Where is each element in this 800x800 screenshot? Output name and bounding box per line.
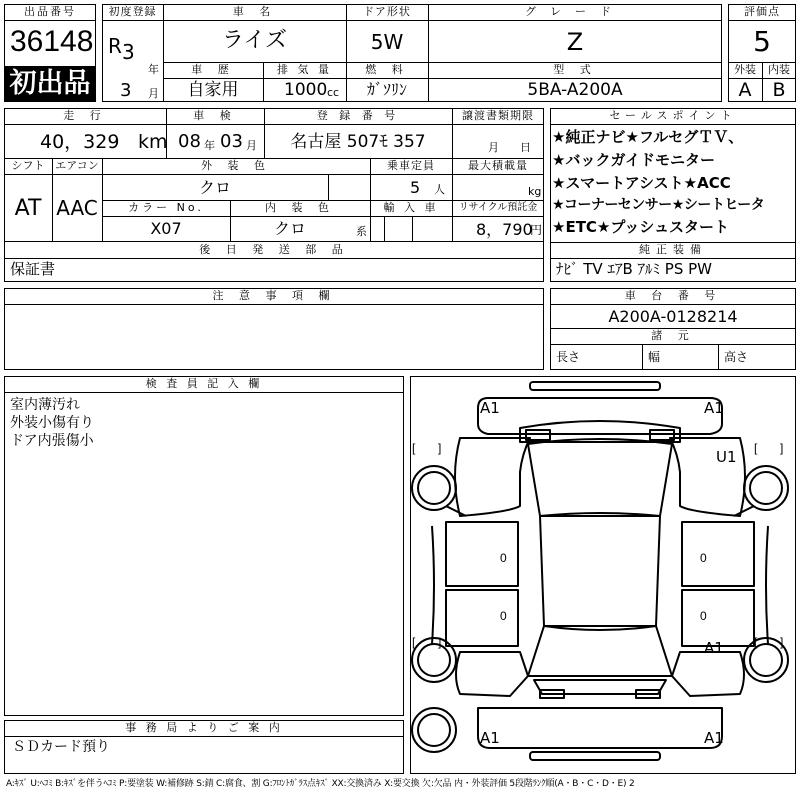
- selling-point-line: ★純正ナビ★フルセグＴＶ、: [552, 128, 744, 146]
- inspection-label: 車 検: [193, 109, 237, 122]
- exterior-grade-label: 外装: [734, 63, 756, 76]
- bracket-mark: ]: [780, 441, 784, 455]
- damage-mark-right-fender: U1: [716, 448, 737, 466]
- damage-mark-rear-right: A1: [704, 729, 724, 747]
- inspector-note: 室内薄汚れ: [10, 397, 80, 413]
- selling-points-label: セールスポイント: [609, 109, 737, 122]
- interior-grade: B: [772, 79, 786, 101]
- capacity: 5: [410, 178, 421, 197]
- bracket-mark: [: [412, 441, 416, 455]
- equipment: ﾅﾋﾞ TV ｴｱB ｱﾙﾐ PS PW: [556, 260, 712, 278]
- reg-year-unit: 年: [148, 63, 159, 76]
- transfer-day-unit: 日: [520, 141, 531, 154]
- interior-grade-label: 内装: [768, 63, 790, 76]
- selling-point-line: ★スマートアシスト★ACC: [552, 174, 731, 192]
- selling-point-line: ★ETC★プッシュスタート: [552, 218, 730, 236]
- model-code: 5BA-A200A: [527, 80, 623, 100]
- model-code-label: 型 式: [553, 63, 597, 76]
- inspector-note: ドア内張傷小: [10, 433, 94, 449]
- reg-month: 3: [120, 80, 132, 101]
- transfer-label: 譲渡書類期限: [462, 109, 534, 122]
- inspection-year-unit: 年: [204, 139, 215, 152]
- door-type-label: ドア形状: [363, 5, 411, 18]
- era-letter: R: [108, 34, 122, 58]
- equipment-label: 純正装備: [639, 243, 707, 256]
- displacement-unit: cc: [327, 86, 340, 99]
- bracket-mark: ]: [438, 635, 442, 649]
- door-handle-left: 0: [500, 609, 507, 623]
- office-label: 事 務 局 よ り ご 案 内: [125, 721, 283, 734]
- recycle-unit: 円: [530, 223, 543, 237]
- max-load-label: 最大積載量: [468, 159, 528, 172]
- max-load-unit: kg: [528, 185, 542, 198]
- mileage-unit: km: [138, 131, 168, 153]
- caution-label: 注 意 事 項 欄: [212, 289, 336, 302]
- reg-year: 3: [122, 40, 135, 64]
- inspection-month: 03: [220, 131, 243, 152]
- damage-mark-front-right: A1: [704, 399, 724, 417]
- int-color-label: 内 装 色: [265, 201, 335, 214]
- damage-mark-right-rear-door: A1: [704, 639, 724, 657]
- parts-later-label: 後 日 発 送 部 品: [199, 243, 349, 256]
- parts-later: 保証書: [10, 260, 56, 278]
- door-handle-left: 0: [500, 551, 507, 565]
- shift: AT: [14, 196, 42, 221]
- width-label: 幅: [648, 350, 661, 364]
- mileage-label: 走 行: [63, 109, 107, 122]
- inspector-label: 検 査 員 記 入 欄: [145, 377, 263, 390]
- plate-label: 登 録 番 号: [316, 109, 400, 122]
- length-label: 長さ: [556, 350, 581, 364]
- bracket-mark: ]: [438, 441, 442, 455]
- history-label: 車 歴: [191, 63, 235, 76]
- int-color-unit: 系: [356, 225, 367, 238]
- bracket-mark: [: [754, 635, 758, 649]
- inspection-year: 08: [178, 131, 201, 152]
- car-diagram: [410, 376, 796, 774]
- chassis-number: A200A-0128214: [608, 307, 738, 326]
- reg-month-unit: 月: [148, 87, 159, 100]
- plate: 名古屋 507ﾓ 357: [290, 132, 426, 152]
- capacity-label: 乗車定員: [387, 159, 435, 172]
- exterior-grade: A: [738, 79, 752, 101]
- import-label: 輸 入 車: [383, 201, 439, 214]
- car-name-label: 車 名: [232, 5, 277, 18]
- grade-label: グレード: [525, 5, 625, 18]
- fuel-label: 燃 料: [365, 63, 409, 76]
- door-type: 5W: [370, 30, 404, 54]
- color-no-label: カラー No.: [128, 201, 204, 214]
- inspector-note: 外装小傷有り: [10, 415, 94, 431]
- bracket-mark: [: [754, 441, 758, 455]
- office-note: ＳＤカード預り: [12, 739, 110, 755]
- selling-point-line: ★コーナーセンサー★シートヒータ: [552, 197, 765, 213]
- dims-label: 諸 元: [651, 329, 695, 342]
- displacement: 1000: [284, 80, 328, 100]
- displacement-label: 排 気 量: [277, 63, 332, 76]
- first-listing-badge: 初出品: [5, 66, 95, 101]
- first-reg-label: 初度登録: [108, 5, 157, 18]
- aircon: AAC: [56, 196, 98, 220]
- history: 自家用: [187, 80, 239, 100]
- recycle: 8，790: [476, 220, 533, 239]
- fuel: ｶﾞｿﾘﾝ: [366, 80, 407, 99]
- inspection-month-unit: 月: [246, 139, 257, 152]
- selling-point-line: ★バックガイドモニター: [552, 151, 715, 169]
- mileage: 40，329: [40, 131, 120, 153]
- legend: A:ｷｽﾞ U:ﾍｺﾐ B:ｷｽﾞを伴うﾍｺﾐ P:要塗装 W:補修跡 S:錆 C:腐食、割 G:ﾌﾛﾝﾄｶﾞﾗｽ点ｷｽﾞ XX:交換済み X:要交換 欠:欠品 内・外装評価 5段階ﾗﾝｸ順(A・B・C・D・E) 2: [6, 779, 635, 789]
- lot-number: 36148: [10, 25, 94, 58]
- aircon-label: エアコン: [55, 159, 99, 172]
- int-color: クロ: [273, 219, 306, 238]
- recycle-label: リサイクル預託金: [458, 202, 538, 213]
- bracket-mark: [: [412, 635, 416, 649]
- bracket-mark: ]: [780, 635, 784, 649]
- capacity-unit: 人: [434, 183, 445, 196]
- ext-color-label: 外 装 色: [201, 159, 271, 172]
- car-name: ライズ: [221, 28, 288, 53]
- ext-color: クロ: [198, 178, 231, 197]
- shift-label: シフト: [11, 159, 45, 172]
- score-label: 評価点: [744, 5, 780, 18]
- grade: Z: [566, 28, 584, 56]
- height-label: 高さ: [724, 350, 749, 364]
- color-no: X07: [150, 219, 182, 238]
- damage-mark-front-left: A1: [480, 399, 500, 417]
- door-handle-right: 0: [700, 551, 707, 565]
- door-handle-right: 0: [700, 609, 707, 623]
- transfer-month-unit: 月: [488, 141, 499, 154]
- score: 5: [753, 25, 771, 58]
- damage-mark-rear-left: A1: [480, 729, 500, 747]
- chassis-label: 車 台 番 号: [624, 289, 722, 302]
- lot-number-label: 出品番号: [24, 5, 76, 18]
